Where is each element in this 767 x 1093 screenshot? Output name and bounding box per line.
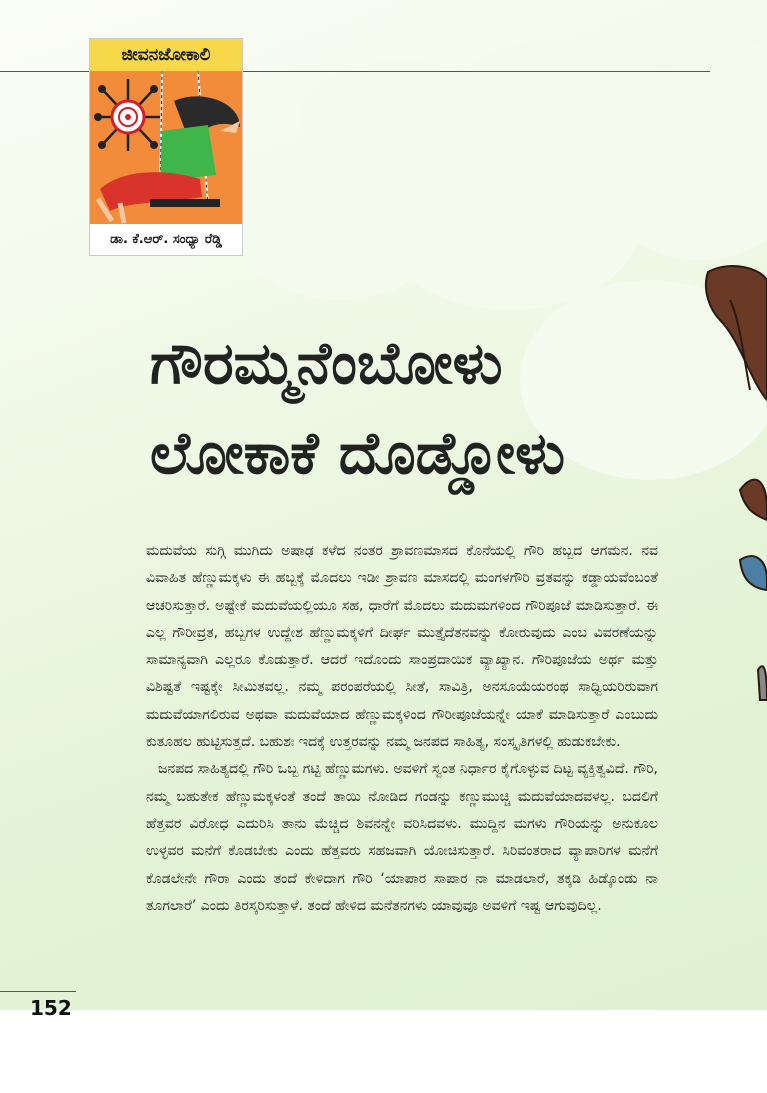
- article-title-line-2: ಲೋಕಾಕೆ ದೊಡ್ಡೋಳು: [150, 419, 566, 487]
- footer-rule: [0, 991, 76, 992]
- column-badge: [89, 38, 243, 256]
- author-name: ಡಾ. ಕೆ.ಆರ್. ಸಂಧ್ಯಾ ರೆಡ್ಡಿ: [90, 224, 242, 255]
- article-title: [150, 318, 710, 498]
- article-title-line-1: ಗೌರಮ್ಮನೆಂಬೋಳು: [150, 329, 503, 397]
- body-paragraph-1: ಮದುವೆಯ ಸುಗ್ಗಿ ಮುಗಿದು ಅಷಾಢ ಕಳೆದ ನಂತರ ಶ್ರಾವಣಮಾಸದ ಕೊನೆಯಲ್ಲಿ ಗೌರಿ ಹಬ್ಬದ ಆಗಮನ. ನವ ವಿವಾಹಿತ ಹೆಣ್ಣುಮಕ್ಕಳು ಈ ಹಬ್ಬಕ್ಕೆ ಮೊದಲು ಇಡೀ ಶ್ರಾವಣ ಮಾಸದಲ್ಲಿ ಮಂಗಳಗೌರಿ ವ್ರತವನ್ನು ಕಡ್ಡಾಯವೆಂಬಂತೆ ಆಚರಿಸುತ್ತಾರೆ. ಅಷ್ಟೇಕೆ ಮದುವೆಯಲ್ಲಿಯೂ ಸಹ, ಧಾರೆಗೆ ಮೊದಲು ಮದುಮಗಳಿಂದ ಗೌರಿಪೂಜೆ ಮಾಡಿಸುತ್ತಾರೆ. ಈ ಎಲ್ಲ ಗೌರೀವ್ರತ, ಹಬ್ಬಗಳ ಉದ್ದೇಶ ಹೆಣ್ಣುಮಕ್ಕಳಿಗೆ ದೀರ್ಘ ಮುತ್ತೈದೆತನವನ್ನು ಕೋರುವುದು ಎಂಬ ವಿವರಣೆಯನ್ನು ಸಾಮಾನ್ಯವಾಗಿ ಎಲ್ಲರೂ ಕೊಡುತ್ತಾರೆ. ಆದರೆ ಇದೊಂದು ಸಾಂಪ್ರದಾಯಿಕ ವ್ಯಾಖ್ಯಾನ. ಗೌರಿಪೂಜೆಯ ಅರ್ಥ ಮತ್ತು ವಿಶಿಷ್ಟತೆ ಇಷ್ಟಕ್ಕೇ ಸೀಮಿತವಲ್ಲ. ನಮ್ಮ ಪರಂಪರೆಯಲ್ಲಿ ಸೀತೆ, ಸಾವಿತ್ರಿ, ಅನಸೂಯೆಯರಂಥ ಸಾಧ್ವಿಯರಿರುವಾಗ ಮದುವೆಯಾಗಲಿರುವ ಅಥವಾ ಮದುವೆಯಾದ ಹೆಣ್ಣುಮಕ್ಕಳಿಂದ ಗೌರೀಪೂಜೆಯನ್ನೇ ಯಾಕೆ ಮಾಡಿಸುತ್ತಾರೆ ಎಂಬುದು ಕುತೂಹಲ ಹುಟ್ಟಿಸುತ್ತದೆ. ಬಹುಶಃ ಇದಕ್ಕೆ ಉತ್ತರವನ್ನು ನಮ್ಮ ಜನಪದ ಸಾಹಿತ್ಯ, ಸಂಸ್ಕೃತಿಗಳಲ್ಲಿ ಹುಡುಕಬೇಕು.: [146, 543, 658, 751]
- column-name: ಜೀವನಜೋಕಾಲಿ: [90, 39, 242, 71]
- girl-on-swing-illustration: [90, 71, 242, 224]
- article-body: [146, 538, 658, 920]
- page-number: 152: [30, 996, 72, 1020]
- cloud-shape: [240, 170, 440, 300]
- partial-figure-illustration: [700, 260, 767, 720]
- body-paragraph-2: ಜನಪದ ಸಾಹಿತ್ಯದಲ್ಲಿ ಗೌರಿ ಒಬ್ಬ ಗಟ್ಟಿ ಹೆಣ್ಣುಮಗಳು. ಅವಳಿಗೆ ಸ್ವಂತ ನಿರ್ಧಾರ ಕೈಗೊಳ್ಳುವ ದಿಟ್ಟ ವ್ಯಕ್ತಿತ್ವವಿದೆ. ಗೌರಿ, ನಮ್ಮ ಬಹುತೇಕ ಹೆಣ್ಣುಮಕ್ಕಳಂತೆ ತಂದೆ ತಾಯಿ ನೋಡಿದ ಗಂಡನ್ನು ಕಣ್ಣುಮುಚ್ಚಿ ಮದುವೆಯಾದವಳಲ್ಲ. ಬದಲಿಗೆ ಹೆತ್ತವರ ವಿರೋಧ ಎದುರಿಸಿ ತಾನು ಮೆಚ್ಚಿದ ಶಿವನನ್ನೇ ವರಿಸಿದವಳು. ಮುದ್ದಿನ ಮಗಳು ಗೌರಿಯನ್ನು ಅನುಕೂಲ ಉಳ್ಳವರ ಮನೆಗೆ ಕೊಡಬೇಕು ಎಂದು ಹೆತ್ತವರು ಸಹಜವಾಗಿ ಯೋಚಿಸುತ್ತಾರೆ. ಸಿರಿವಂತರಾದ ವ್ಯಾಪಾರಿಗಳ ಮನೆಗೆ ಕೊಡಲೇನೇ ಗೌರಾ ಎಂದು ತಂದೆ ಕೇಳಿದಾಗ ಗೌರಿ ‘ಯಾಪಾರ ಸಾಪಾರ ನಾ ಮಾಡಲಾರೆ, ತಕ್ಕಡಿ ಹಿಡ್ಕೊಂಡು ನಾ ತೂಗಲಾರೆ’ ಎಂದು ತಿರಸ್ಕರಿಸುತ್ತಾಳೆ. ತಂದೆ ಹೇಳಿದ ಮನೆತನಗಳು ಯಾವುವೂ ಅವಳಿಗೆ ಇಷ್ಟ ಆಗುವುದಿಲ್ಲ.: [146, 761, 658, 914]
